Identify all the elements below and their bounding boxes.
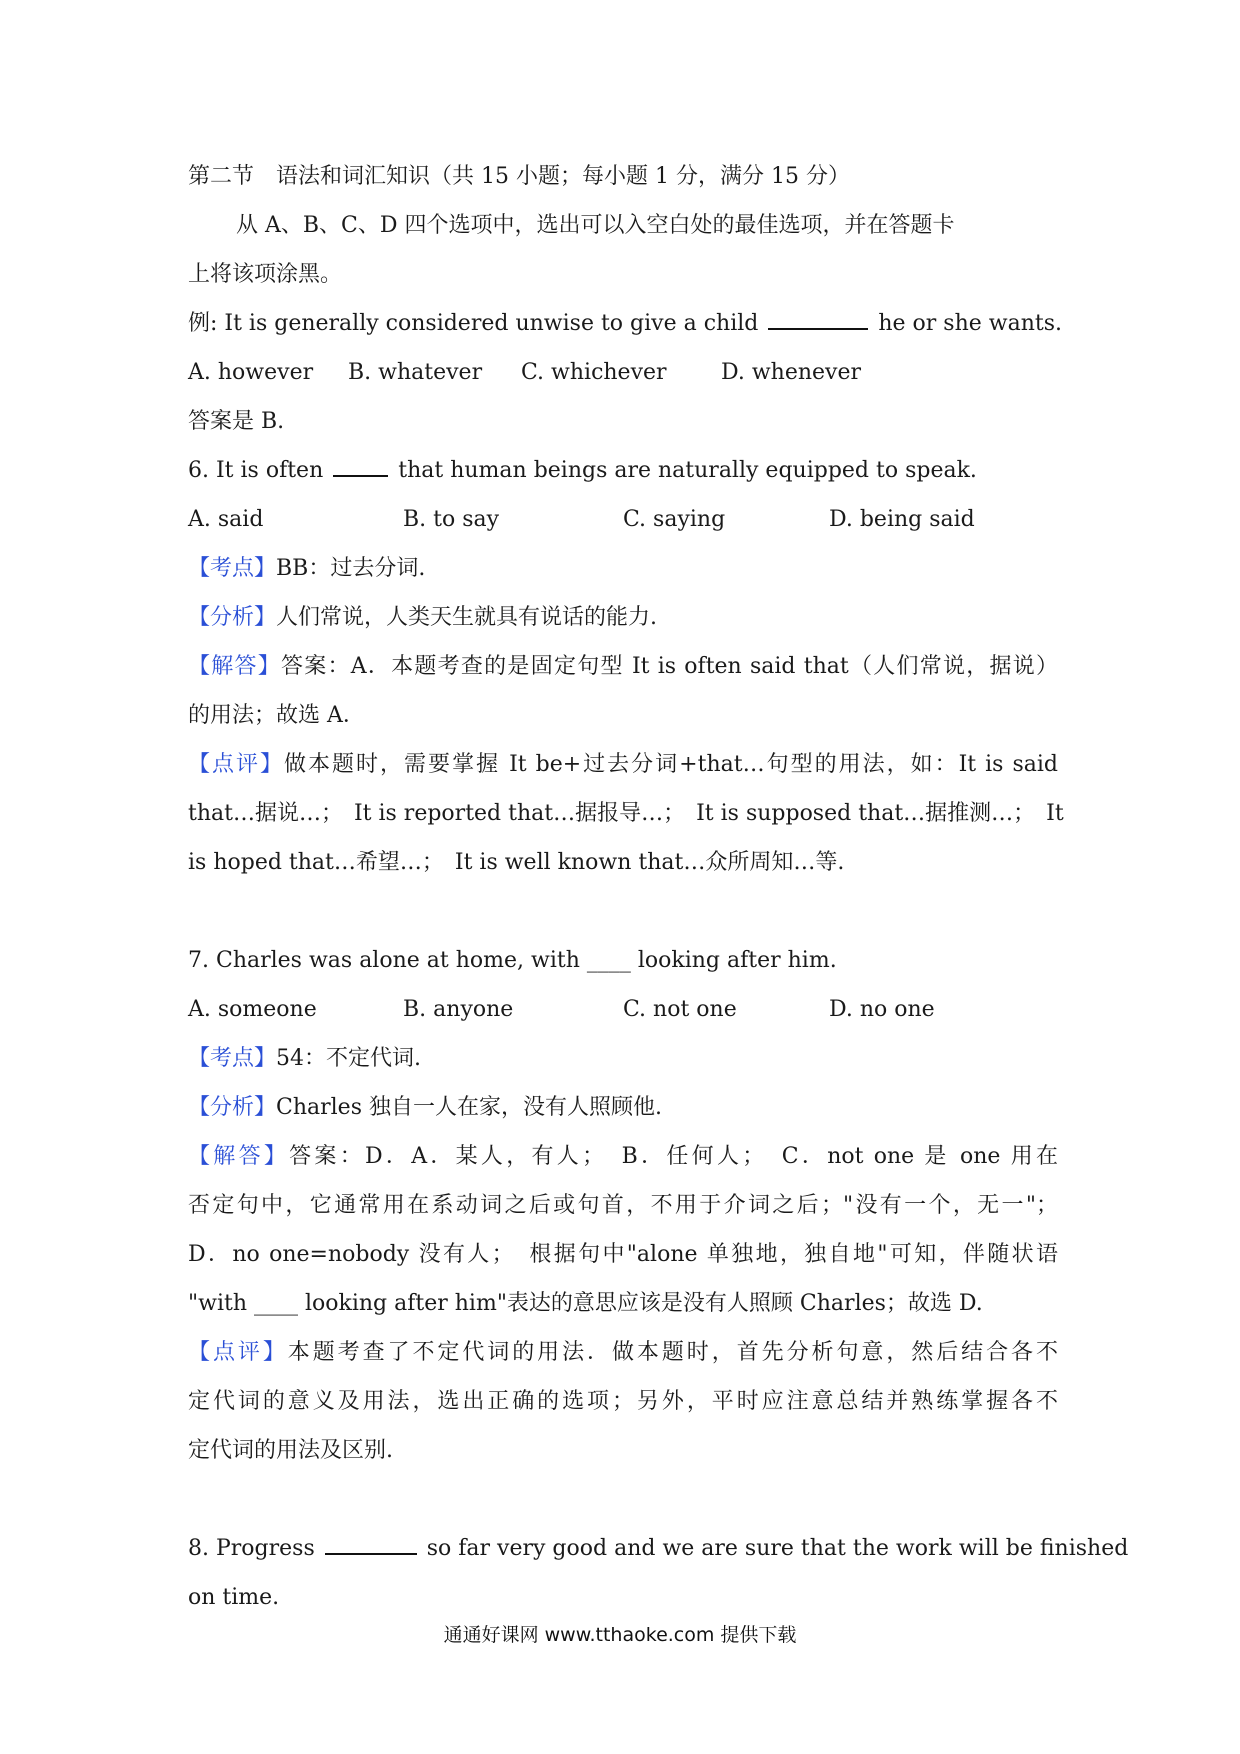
q6-option-c: C. saying (623, 507, 726, 532)
example-stem-pre: 例: It is generally considered unwise to give a child (188, 311, 759, 336)
q7-dianping-3: 定代词的用法及区别. (188, 1438, 393, 1463)
q6-stem-post: that human beings are naturally equipped to speak. (398, 458, 977, 483)
jieda-tag: 【解答】 (188, 1144, 290, 1169)
example-option-a: A. however (188, 360, 314, 385)
example-option-d: D. whenever (721, 360, 862, 385)
q8-stem (188, 1524, 1129, 1573)
page-content (188, 152, 1129, 1622)
q7-kaodian (188, 1034, 1058, 1083)
q6-stem-pre: 6. It is often (188, 458, 324, 483)
example-options (188, 348, 1058, 397)
instruction-line-1: 从 A、B、C、D 四个选项中，选出可以入空白处的最佳选项，并在答题卡 (236, 213, 955, 238)
example-answer: 答案是 B. (188, 409, 285, 434)
q6-kaodian-text: BB：过去分词. (276, 556, 426, 581)
answer-blank (333, 457, 388, 477)
q6-jieda-1 (188, 642, 1058, 691)
instruction-line-2: 上将该项涂黑。 (188, 262, 343, 287)
q7-option-b: B. anyone (403, 997, 514, 1022)
q6-dianping-2: that…据说…； It is reported that…据报导…； It is supposed that…据推测…； It (188, 801, 1064, 826)
q6-fenxi-text: 人们常说，人类天生就具有说话的能力. (276, 605, 658, 630)
q7-stem: 7. Charles was alone at home, with ____ looking after him. (188, 948, 837, 973)
q6-option-d: D. being said (829, 507, 975, 532)
answer-blank (768, 310, 868, 330)
q7-jieda-2: 否定句中，它通常用在系动词之后或句首，不用于介词之后；"没有一个，无一"； (188, 1193, 1058, 1218)
q6-kaodian (188, 544, 1058, 593)
q6-option-b: B. to say (403, 507, 500, 532)
kaodian-tag: 【考点】 (188, 1046, 277, 1071)
page-footer: 通通好课网 www.tthaoke.com 提供下载 (443, 1624, 797, 1646)
q7-jieda-1 (188, 1132, 1058, 1181)
spacer (188, 1475, 1058, 1524)
q8-stem-post: so far very good and we are sure that the work will be finished (426, 1536, 1129, 1561)
dianping-tag: 【点评】 (188, 752, 285, 777)
q7-dianping-text-1: 本题考查了不定代词的用法．做本题时，首先分析句意，然后结合各不 (287, 1340, 1058, 1365)
kaodian-tag: 【考点】 (188, 556, 277, 581)
q6-options (188, 495, 1058, 544)
q7-option-a: A. someone (188, 997, 317, 1022)
q6-stem (188, 446, 1058, 495)
q6-jieda-2: 的用法；故选 A． (188, 703, 365, 728)
q6-jieda-text-1: 答案：A．本题考查的是固定句型 It is often said that（人们常说，据说） (281, 654, 1058, 679)
q7-jieda-4: "with ____ looking after him"表达的意思应该是没有人照顾 Charles；故选 D. (188, 1291, 983, 1316)
q6-dianping-3: is hoped that…希望…； It is well known that…众所周知…等. (188, 850, 845, 875)
q7-kaodian-text: 54：不定代词. (276, 1046, 422, 1071)
jieda-tag: 【解答】 (188, 654, 282, 679)
q6-dianping-1 (188, 740, 1058, 789)
example-option-c: C. whichever (521, 360, 667, 385)
q8-stem-2: on time. (188, 1585, 280, 1610)
q7-jieda-text-1: 答案：D．A．某人，有人； B．任何人； C．not one 是 one 用在 (289, 1144, 1058, 1169)
spacer (188, 887, 1058, 936)
q6-option-a: A. said (188, 507, 264, 532)
example-option-b: B. whatever (348, 360, 483, 385)
q6-dianping-text-1: 做本题时，需要掌握 It be+过去分词+that…句型的用法，如：It is said (284, 752, 1058, 777)
fenxi-tag: 【分析】 (188, 605, 277, 630)
dianping-tag: 【点评】 (188, 1340, 288, 1365)
q7-jieda-3: D．no one=nobody 没有人； 根据句中"alone 单独地，独自地"可知，伴随状语 (188, 1242, 1058, 1267)
q7-option-c: C. not one (623, 997, 737, 1022)
section-heading: 第二节 语法和词汇知识（共 15 小题；每小题 1 分，满分 15 分） (188, 164, 850, 189)
example-stem-post: he or she wants. (878, 311, 1063, 336)
q7-option-d: D. no one (829, 997, 935, 1022)
q7-fenxi (188, 1083, 1058, 1132)
answer-blank (325, 1535, 417, 1555)
q7-dianping-2: 定代词的意义及用法，选出正确的选项；另外，平时应注意总结并熟练掌握各不 (188, 1389, 1058, 1414)
q7-fenxi-text: Charles 独自一人在家，没有人照顾他. (276, 1095, 662, 1120)
example-question (188, 299, 1063, 348)
q8-stem-pre: 8. Progress (188, 1536, 315, 1561)
q6-fenxi (188, 593, 1058, 642)
q7-dianping-1 (188, 1328, 1058, 1377)
fenxi-tag: 【分析】 (188, 1095, 277, 1120)
q7-options (188, 985, 1058, 1034)
